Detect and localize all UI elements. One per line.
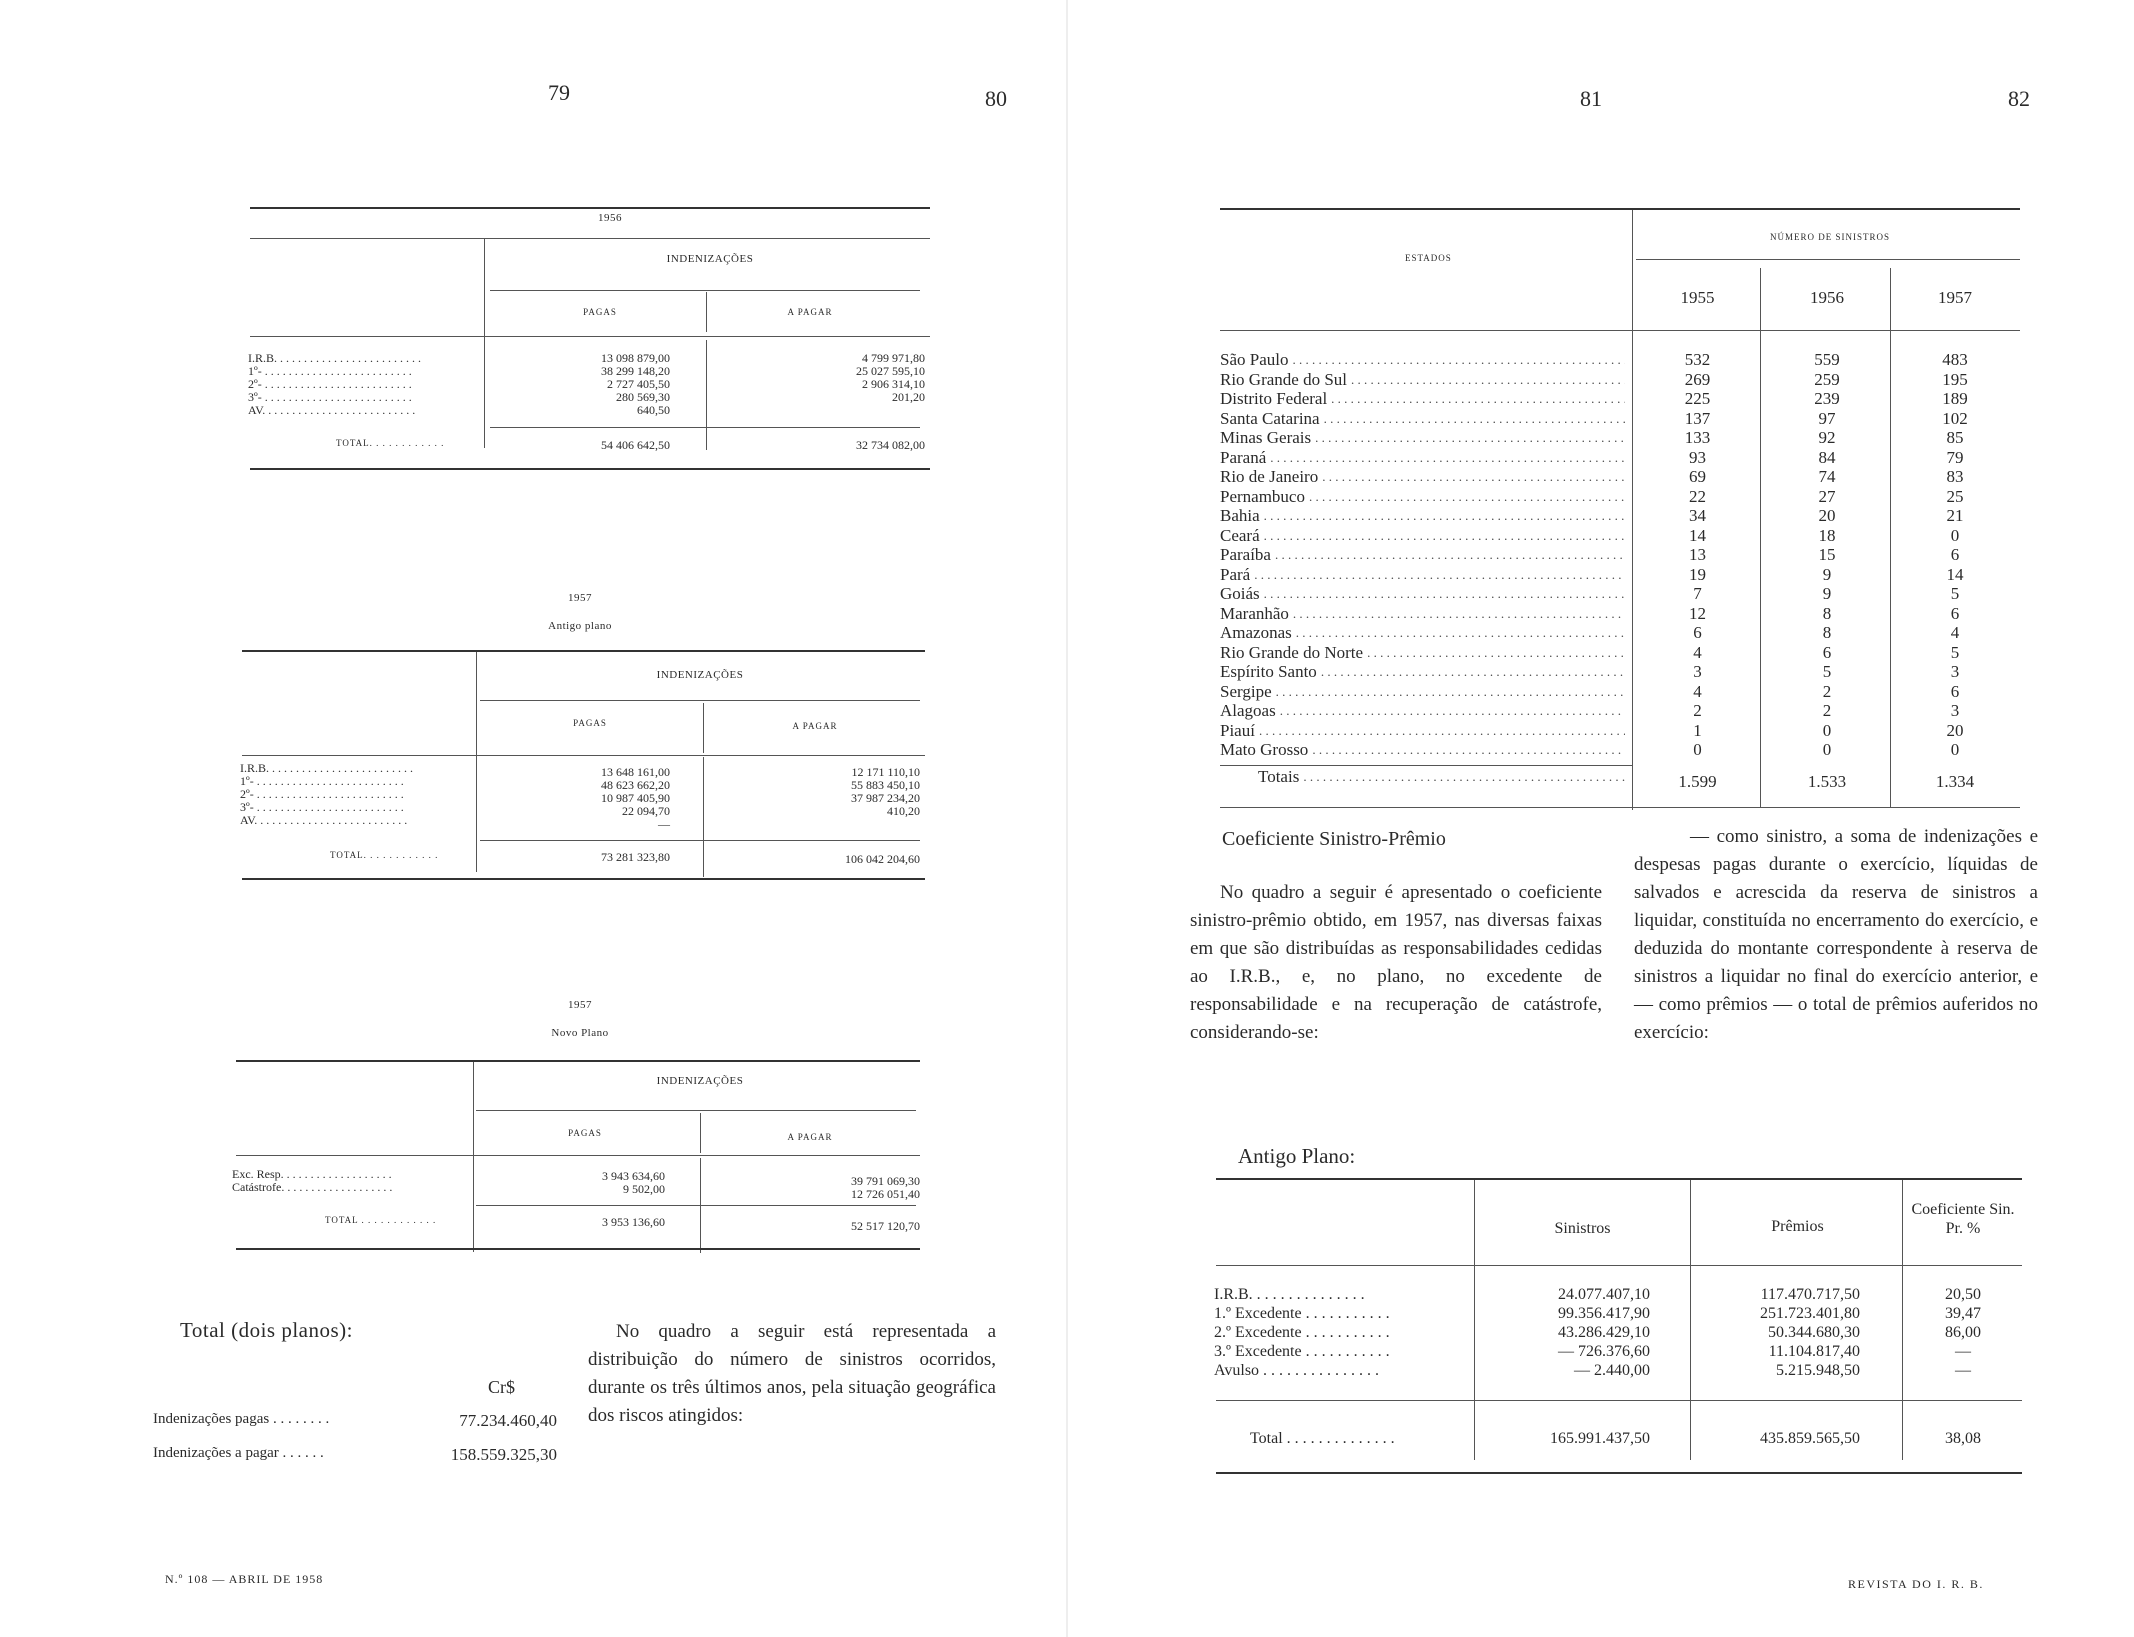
total-apagar: 106 042 204,60 (845, 852, 920, 866)
estado-name: Ceará (1220, 525, 1260, 545)
estados-header: ESTADOS (1405, 253, 1452, 263)
total-apagar: 32 734 082,00 (856, 438, 925, 452)
row-label: AV. . . . . . . . . . . . . . . . . . . . . . . . . . (248, 404, 416, 417)
indenizacoes-header: INDENIZAÇÕES (656, 669, 744, 681)
estados-list (1220, 350, 1625, 760)
coeficiente-title: Coeficiente Sinistro-Prêmio (1222, 828, 1446, 850)
estado-row (1220, 448, 1625, 468)
estado-name: São Paulo (1220, 350, 1289, 369)
estado-row (1220, 584, 1625, 604)
cell: 18 (1818, 525, 1836, 545)
cell: 93 (1689, 447, 1706, 467)
cell: 7 (1693, 584, 1702, 603)
estado-name: Rio Grande do Norte (1220, 642, 1364, 662)
cell: 2 (1822, 701, 1832, 720)
cell: 133 (1684, 428, 1711, 447)
total-sinistros: 165.991.437,50 (1550, 1430, 1650, 1447)
cell: 189 (1942, 389, 1968, 408)
row-label: Catástrofe. . . . . . . . . . . . . . . . . . . (232, 1181, 393, 1194)
year-header: 1956 (1810, 288, 1844, 307)
cell: 102 (1942, 408, 1968, 428)
row-label: 2.º Excedente . . . . . . . . . . . (1214, 1324, 1390, 1341)
estado-row (1220, 506, 1625, 526)
pagas-value: 280 569,30 (616, 390, 670, 404)
total-1955: 1.599 (1678, 772, 1717, 791)
row-label: 3º- . . . . . . . . . . . . . . . . . . . . . . . . . (240, 801, 404, 814)
estado-name: Sergipe (1220, 681, 1272, 701)
page-number-79: 79 (548, 80, 570, 105)
row-label: 1.º Excedente . . . . . . . . . . . (1214, 1305, 1390, 1322)
cell: 14 (1689, 525, 1706, 545)
row-label: 1º- . . . . . . . . . . . . . . . . . . . . . . . . . (240, 775, 404, 788)
cell: 92 (1818, 428, 1836, 447)
total-label: TOTAL . . . . . . . . . . . . (325, 1215, 437, 1225)
pagas-value: 13 098 879,00 (601, 351, 670, 365)
cell: 0 (1822, 720, 1832, 740)
estado-name: Pernambuco (1220, 486, 1305, 506)
estado-name: Paraná (1220, 447, 1267, 467)
cell: 83 (1946, 467, 1964, 486)
col-1955 (1640, 350, 1755, 760)
cell: 3 (1693, 662, 1702, 681)
cell: — (1955, 1343, 1971, 1360)
estado-name: Distrito Federal (1220, 389, 1328, 408)
cell: 3 (1950, 701, 1960, 720)
cell: 9 (1822, 584, 1832, 603)
apagar-value: 12 171 110,10 (851, 765, 920, 779)
cell: 43.286.429,10 (1558, 1324, 1650, 1341)
cell: 0 (1822, 740, 1832, 759)
indenizacoes-header: INDENIZAÇÕES (666, 253, 754, 265)
cell: 34 (1689, 506, 1706, 525)
pagas-header: PAGAS (583, 307, 617, 317)
apagar-header: A PAGAR (787, 307, 833, 317)
total-pagas: 3 953 136,60 (602, 1215, 665, 1229)
cell: 24.077.407,10 (1558, 1286, 1650, 1303)
pagas-value: — (658, 817, 670, 831)
estado-row (1220, 721, 1625, 741)
pagas-header: PAGAS (568, 1128, 602, 1138)
apagar-value: 25 027 595,10 (856, 364, 925, 378)
estado-row (1220, 409, 1625, 429)
cell: 79 (1946, 447, 1964, 467)
cell: 11.104.817,40 (1768, 1343, 1860, 1360)
estado-row (1220, 643, 1625, 663)
cell: 225 (1684, 389, 1711, 408)
estado-name: Santa Catarina (1220, 408, 1320, 428)
estado-row (1220, 701, 1625, 721)
cell: 195 (1942, 369, 1968, 389)
page-number-80: 80 (985, 86, 1007, 111)
cell: 27 (1818, 486, 1836, 506)
total-label: TOTAL. . . . . . . . . . . . (330, 850, 439, 860)
page-gutter (1066, 0, 1068, 1637)
cell: 20 (1818, 506, 1836, 525)
cell: 25 (1946, 486, 1964, 506)
cell: 20,50 (1945, 1286, 1981, 1303)
cell: 97 (1818, 408, 1836, 428)
cell: 4 (1950, 623, 1960, 642)
antigo-coef-col (1908, 1285, 2018, 1380)
cell: 6 (1822, 642, 1832, 662)
premios-header: Prêmios (1771, 1218, 1824, 1235)
cell: 20 (1946, 720, 1964, 740)
cell: 251.723.401,80 (1760, 1305, 1860, 1322)
cell: 5 (1822, 662, 1832, 681)
apagar-value: 12 726 051,40 (851, 1187, 920, 1201)
cell: 84 (1818, 447, 1836, 467)
row-label: 2º- . . . . . . . . . . . . . . . . . . . . . . . . . (240, 788, 404, 801)
estado-name: Goiás (1220, 584, 1260, 603)
total-label: TOTAL. . . . . . . . . . . . (336, 438, 445, 448)
cell: 2 (1693, 701, 1702, 720)
row-label: Exc. Resp. . . . . . . . . . . . . . . . . . . (232, 1168, 392, 1181)
estado-row (1220, 467, 1625, 487)
cell: 50.344.680,30 (1768, 1324, 1860, 1341)
col-1956 (1768, 350, 1886, 760)
cell: 483 (1942, 350, 1968, 369)
apagar-value: 4 799 971,80 (862, 351, 925, 365)
cell: — 2.440,00 (1574, 1362, 1650, 1379)
pagas-value: 3 943 634,60 (602, 1169, 665, 1183)
cell: 6 (1950, 681, 1960, 701)
numero-header: NÚMERO DE SINISTROS (1769, 232, 1890, 242)
totais-label: Totais (1258, 767, 1300, 786)
cell: 39,47 (1945, 1305, 1981, 1322)
cell: 69 (1689, 467, 1706, 486)
estado-name: Pará (1220, 564, 1251, 584)
apagar-value: 37 987 234,20 (851, 791, 920, 805)
footer-issue: N.º 108 — ABRIL DE 1958 (165, 1572, 324, 1586)
coeficiente-header: Coeficiente Sin. Pr. % (1911, 1201, 2015, 1237)
cell: 74 (1818, 467, 1836, 486)
cell: 559 (1814, 350, 1840, 369)
estado-name: Amazonas (1220, 623, 1292, 642)
cell: 19 (1689, 564, 1706, 584)
antigo-labels (1214, 1285, 1469, 1380)
cell: 6 (1950, 545, 1960, 564)
estado-row (1220, 682, 1625, 702)
paragraph-distribuicao: No quadro a seguir está representada a distribuição do número de sinistros ocorridos, durante os três últimos anos, pela situação geográfica dos riscos atingidos: (588, 1321, 996, 1426)
estado-row (1220, 389, 1625, 409)
cell: 5 (1950, 584, 1960, 603)
cell: 259 (1814, 369, 1840, 389)
paragraph-coeficiente: No quadro a seguir é apresentado o coeficiente sinistro-prêmio obtido, em 1957, nas diversas faixas em que são distribuídas as responsabilidades cedidas ao I.R.B., e, no plano, no excedente de responsabilidade e na recuperação de catástrofe, considerando-se: (1190, 882, 1602, 1043)
cell: 137 (1684, 408, 1711, 428)
antigo-plano-title: Antigo Plano: (1238, 1144, 1356, 1168)
cell: 0 (1950, 525, 1960, 545)
estado-row (1220, 565, 1625, 585)
estado-name: Paraíba (1220, 545, 1271, 564)
total-row-label: Indenizações a pagar . . . . . . (153, 1445, 324, 1461)
cell: 9 (1822, 564, 1832, 584)
cell: 269 (1684, 369, 1711, 389)
estado-row (1220, 740, 1625, 760)
table-year: 1956 (598, 212, 622, 224)
table-year: 1957 (568, 592, 592, 604)
row-label: I.R.B. . . . . . . . . . . . . . . . . . . . . . . . . (248, 352, 422, 365)
table-subtitle: Antigo plano (548, 620, 612, 632)
estado-name: Rio Grande do Sul (1220, 369, 1348, 389)
estado-name: Bahia (1220, 506, 1260, 525)
estado-name: Piauí (1220, 720, 1255, 740)
cell: 21 (1946, 506, 1964, 525)
pagas-value: 22 094,70 (622, 804, 670, 818)
pagas-value: 9 502,00 (623, 1182, 665, 1196)
row-label: 3.º Excedente . . . . . . . . . . . (1214, 1343, 1390, 1360)
total-label: Total . . . . . . . . . . . . . . (1250, 1430, 1395, 1447)
row-label: Avulso . . . . . . . . . . . . . . . (1214, 1362, 1380, 1379)
estado-row (1220, 604, 1625, 624)
cell: 239 (1814, 389, 1840, 408)
col-1957 (1895, 350, 2015, 760)
cell: 0 (1950, 740, 1960, 759)
cell: 15 (1818, 545, 1836, 564)
estado-name: Rio de Janeiro (1220, 467, 1319, 486)
total-premios: 435.859.565,50 (1760, 1430, 1860, 1447)
year-header: 1957 (1938, 288, 1972, 307)
cell: 14 (1946, 564, 1964, 584)
total-1956: 1.533 (1807, 772, 1847, 791)
total-pagas: 54 406 642,50 (601, 438, 670, 452)
pagas-value: 2 727 405,50 (607, 377, 670, 391)
cell: 22 (1689, 486, 1706, 506)
total-coeficiente: 38,08 (1945, 1430, 1981, 1447)
pagas-value: 48 623 662,20 (601, 778, 670, 792)
apagar-header: A PAGAR (792, 721, 838, 731)
apagar-header: A PAGAR (787, 1132, 833, 1142)
total-pagas: 73 281 323,80 (601, 850, 670, 864)
totais-row (1258, 767, 1625, 787)
cell: 6 (1950, 603, 1960, 623)
cell: 2 (1822, 681, 1832, 701)
total-1957: 1.334 (1935, 772, 1975, 791)
pagas-value: 10 987 405,90 (601, 791, 670, 805)
pagas-value: 13 648 161,00 (601, 765, 670, 779)
cell: 86,00 (1945, 1324, 1981, 1341)
apagar-value: 39 791 069,30 (851, 1174, 920, 1188)
antigo-premios-col (1695, 1285, 1860, 1380)
cell: 117.470.717,50 (1760, 1286, 1860, 1303)
total-row-value: 77.234.460,40 (459, 1411, 557, 1430)
cell: 4 (1693, 681, 1702, 701)
total-row-value: 158.559.325,30 (450, 1445, 557, 1464)
cell: 99.356.417,90 (1558, 1305, 1650, 1322)
page-number-81: 81 (1580, 86, 1602, 111)
total-row-label: Indenizações pagas . . . . . . . . (153, 1411, 330, 1427)
estado-name: Espírito Santo (1220, 662, 1317, 681)
estado-row (1220, 350, 1625, 370)
table-subtitle: Novo Plano (551, 1027, 609, 1039)
year-header: 1955 (1680, 288, 1715, 307)
table-year: 1957 (568, 999, 592, 1011)
indenizacoes-header: INDENIZAÇÕES (656, 1075, 744, 1087)
cell: — (1955, 1362, 1971, 1379)
antigo-sinistros-col (1480, 1285, 1650, 1380)
apagar-value: 201,20 (892, 390, 925, 404)
row-label: 1º- . . . . . . . . . . . . . . . . . . . . . . . . . (248, 365, 412, 378)
cell: 85 (1946, 428, 1964, 447)
cell: 5.215.948,50 (1776, 1362, 1860, 1379)
pagas-header: PAGAS (573, 718, 607, 728)
currency-label: Cr$ (488, 1377, 515, 1397)
paragraph-definicoes: — como sinistro, a soma de indenizações e despesas pagas durante o exercício, líquidas de salvados e acrescida da reserva de sinistros a liquidar, constituída no encerramento do exercício, e deduzida do montante correspondente à reserva de sinistros a liquidar no final do exercício anterior, e — como prêmios — o total de prêmios auferidos no exercício: (1634, 826, 2038, 1043)
cell: 8 (1822, 623, 1832, 642)
estado-row (1220, 487, 1625, 507)
apagar-value: 55 883 450,10 (851, 778, 920, 792)
cell: 1 (1693, 720, 1702, 740)
estado-row (1220, 662, 1625, 682)
pagas-value: 640,50 (637, 403, 670, 417)
row-label: I.R.B. . . . . . . . . . . . . . . (1214, 1286, 1365, 1303)
row-label: 3º- . . . . . . . . . . . . . . . . . . . . . . . . . (248, 391, 412, 404)
page-number-82: 82 (2008, 86, 2030, 111)
footer-journal: REVISTA DO I. R. B. (1848, 1577, 1984, 1591)
row-label: 2º- . . . . . . . . . . . . . . . . . . . . . . . . . (248, 378, 412, 391)
apagar-value: 2 906 314,10 (862, 377, 925, 391)
cell: 532 (1684, 350, 1711, 369)
row-label: AV. . . . . . . . . . . . . . . . . . . . . . . . . . (240, 814, 408, 827)
cell: 13 (1689, 545, 1706, 564)
cell: 12 (1689, 603, 1706, 623)
cell: 0 (1693, 740, 1702, 759)
pagas-value: 38 299 148,20 (601, 364, 670, 378)
estado-row (1220, 370, 1625, 390)
estado-name: Minas Gerais (1220, 428, 1312, 447)
apagar-value: 410,20 (887, 804, 920, 818)
cell: 5 (1950, 642, 1960, 662)
estado-name: Maranhão (1220, 603, 1289, 623)
estado-row (1220, 428, 1625, 448)
estado-name: Mato Grosso (1220, 740, 1309, 759)
cell: — 726.376,60 (1558, 1343, 1650, 1360)
total-title: Total (dois planos): (180, 1318, 354, 1342)
cell: 8 (1822, 603, 1832, 623)
estado-row (1220, 526, 1625, 546)
total-apagar: 52 517 120,70 (851, 1219, 920, 1233)
cell: 4 (1693, 642, 1702, 662)
cell: 6 (1693, 623, 1702, 642)
row-label: I.R.B. . . . . . . . . . . . . . . . . . . . . . . . . (240, 762, 414, 775)
estado-name: Alagoas (1220, 701, 1276, 720)
sinistros-header: Sinistros (1554, 1220, 1611, 1237)
cell: 3 (1950, 662, 1960, 681)
estado-row (1220, 545, 1625, 565)
estado-row (1220, 623, 1625, 643)
